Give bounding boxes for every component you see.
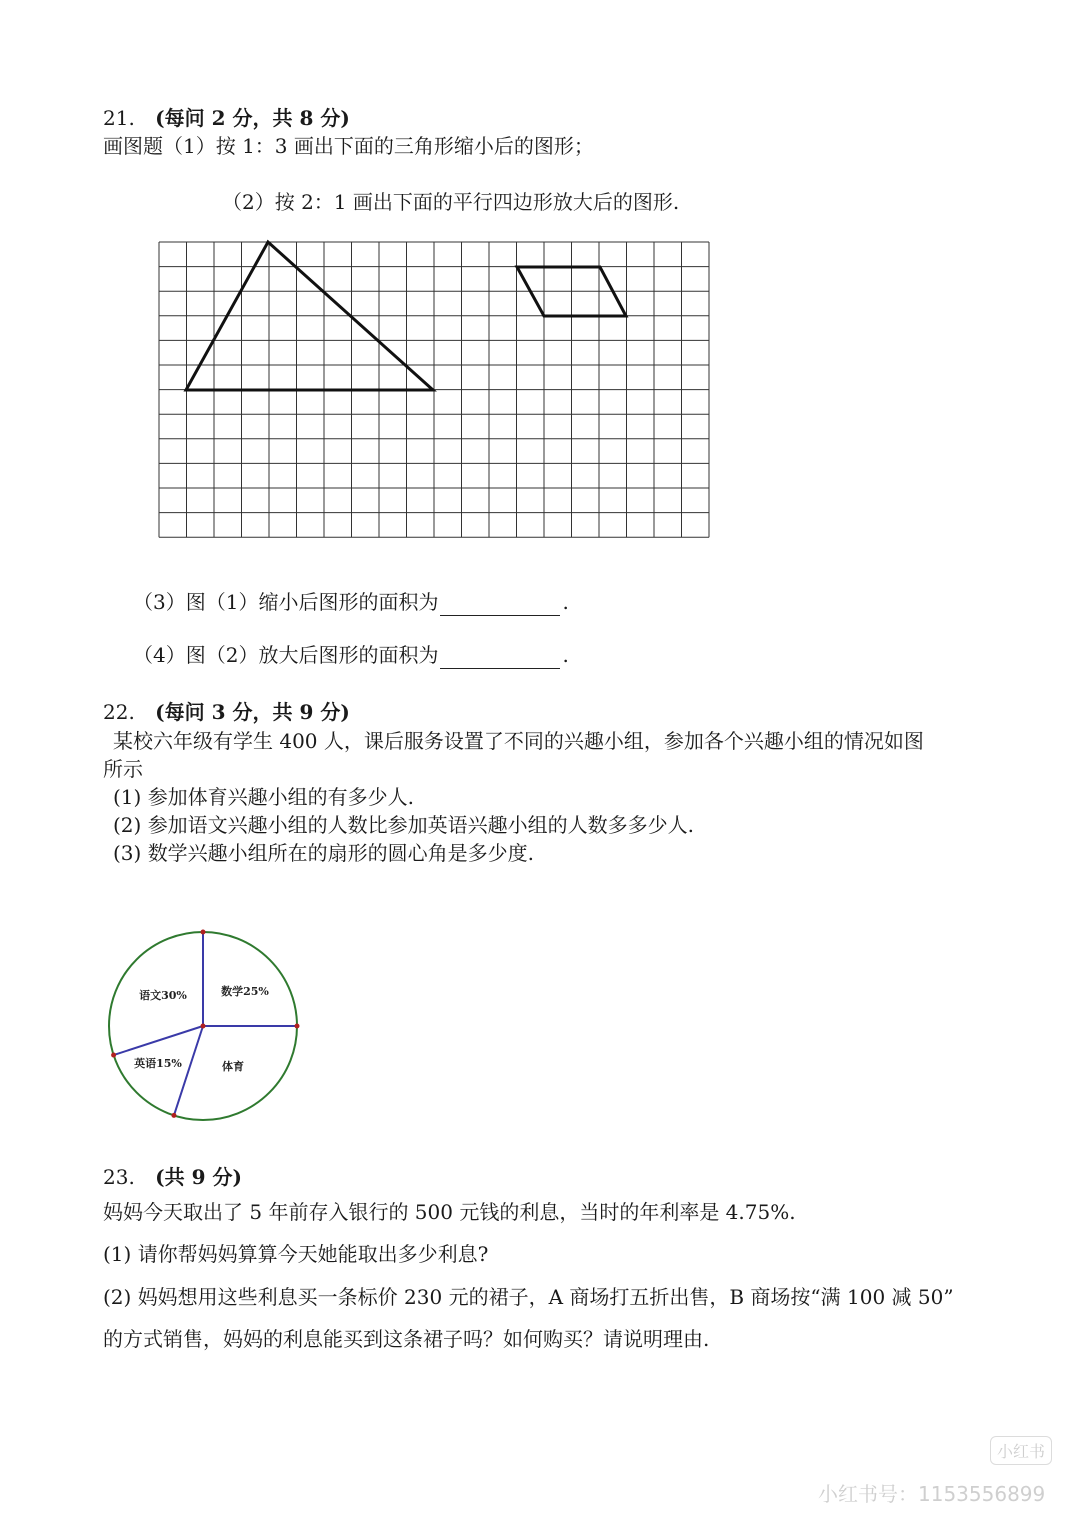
q21-line2: （2）按 2：1 画出下面的平行四边形放大后的图形.: [222, 190, 680, 214]
answer-blank-4[interactable]: [440, 646, 560, 669]
pie-chart: [100, 925, 310, 1130]
pie-slice-label: 语文30%: [139, 989, 187, 1002]
drawing-grid: [150, 232, 720, 546]
watermark-logo: 小红书: [990, 1436, 1052, 1465]
q21-sub4-label: （4）图（2）放大后图形的面积为: [133, 643, 439, 667]
q23-line1: 妈妈今天取出了 5 年前存入银行的 500 元钱的利息，当时的年利率是 4.75%.: [103, 1200, 796, 1224]
pie-edge-dot: [295, 1024, 300, 1029]
pie-edge-dot: [201, 930, 206, 935]
q21-sub4: [133, 641, 569, 669]
q21-heading: [103, 104, 350, 132]
q21-sub3-end: .: [562, 590, 569, 614]
q23-heading: [103, 1163, 242, 1191]
q22-sub2: (2) 参加语文兴趣小组的人数比参加英语兴趣小组的人数多多少人.: [113, 813, 695, 837]
pie-edge-dot: [171, 1113, 176, 1118]
pie-slice-label: 数学25%: [221, 985, 269, 998]
q21-sub4-end: .: [562, 643, 569, 667]
q22-heading: [103, 698, 350, 726]
pie-center-dot: [201, 1024, 206, 1029]
pie-slice-label: 体育: [222, 1060, 244, 1073]
pie-radius: [174, 1026, 203, 1115]
q23-points: (共 9 分): [155, 1165, 242, 1189]
q21-sub3-label: （3）图（1）缩小后图形的面积为: [133, 590, 439, 614]
q21-number: 21.: [103, 106, 135, 130]
q22-intro2: 所示: [103, 757, 143, 781]
q21-line1: 画图题（1）按 1：3 画出下面的三角形缩小后的图形；: [103, 134, 594, 158]
q23-number: 23.: [103, 1165, 135, 1189]
q22-sub1: (1) 参加体育兴趣小组的有多少人.: [113, 785, 415, 809]
pie-radius: [114, 1026, 203, 1055]
pie-edge-dot: [111, 1053, 116, 1058]
answer-blank-3[interactable]: [440, 593, 560, 616]
q22-sub3: (3) 数学兴趣小组所在的扇形的圆心角是多少度.: [113, 841, 535, 865]
pie-slice-label: 英语15%: [134, 1057, 182, 1070]
q21-sub3: [133, 588, 569, 616]
q23-line2: (1) 请你帮妈妈算算今天她能取出多少利息?: [103, 1242, 489, 1266]
q23-line4: 的方式销售，妈妈的利息能买到这条裙子吗？如何购买？请说明理由.: [103, 1327, 710, 1351]
q22-points: (每问 3 分，共 9 分): [155, 700, 350, 724]
q21-points: (每问 2 分，共 8 分): [155, 106, 350, 130]
q22-intro1: 某校六年级有学生 400 人，课后服务设置了不同的兴趣小组，参加各个兴趣小组的情况如图: [113, 729, 924, 753]
watermark-id: 小红书号：1153556899: [818, 1482, 1046, 1506]
q22-number: 22.: [103, 700, 135, 724]
q23-line3: (2) 妈妈想用这些利息买一条标价 230 元的裙子，A 商场打五折出售，B 商场按“满 100 减 50”: [103, 1285, 954, 1309]
